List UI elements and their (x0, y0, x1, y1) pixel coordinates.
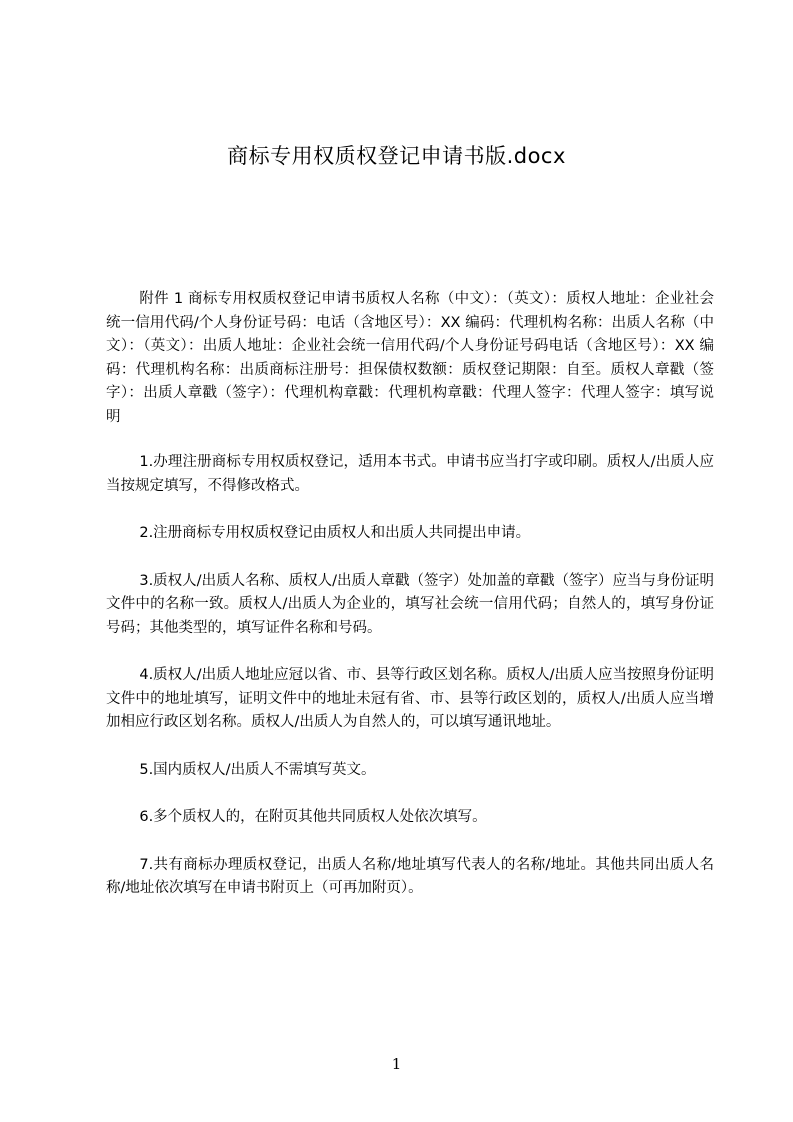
instruction-item-1: 1.办理注册商标专用权质权登记，适用本书式。申请书应当打字或印刷。质权人/出质人应当按规定填写，不得修改格式。 (106, 454, 714, 494)
instruction-item-2: 2.注册商标专用权质权登记由质权人和出质人共同提出申请。 (139, 525, 531, 541)
instruction-item-3: 3.质权人/出质人名称、质权人/出质人章戳（签字）处加盖的章戳（签字）应当与身份证明文件中的名称一致。质权人/出质人为企业的，填写社会统一信用代码；自然人的，填写身份证号码；其他类型的，填写证件名称和号码。 (106, 572, 714, 636)
page-number: 1 (391, 1055, 402, 1073)
instruction-item-6: 6.多个质权人的，在附页其他共同质权人处依次填写。 (139, 809, 487, 825)
instruction-item-7: 7.共有商标办理质权登记，出质人名称/地址填写代表人的名称/地址。其他共同出质人名称/地址依次填写在申请书附页上（可再加附页）。 (106, 856, 714, 896)
instruction-item-4: 4.质权人/出质人地址应冠以省、市、县等行政区划名称。质权人/出质人应当按照身份证明文件中的地址填写，证明文件中的地址未冠有省、市、县等行政区划的，质权人/出质人应当增加相应行政区划名称。质权人/出质人为自然人的，可以填写通讯地址。 (106, 667, 714, 730)
intro-paragraph: 附件 1 商标专用权质权登记申请书质权人名称（中文）：（英文）：质权人地址：企业社会统一信用代码/个人身份证号码：电话（含地区号）：XX 编码：代理机构名称：出质人名称（中文）：（英文）：出质人地址：企业社会统一信用代码/个人身份证号码电话（含地区号）：XX 编码：代理机构名称：出质商标注册号：担保债权数额：质权登记期限：自至。质权人章戳（签字）：出质人章戳（签字）：代理机构章戳：代理机构章戳：代理人签字：代理人签字：填写说明 (106, 291, 714, 425)
instruction-item-5: 5.国内质权人/出质人不需填写英文。 (139, 761, 376, 778)
document-body (106, 288, 714, 925)
document-title: 商标专用权质权登记申请书版.docx (227, 144, 566, 168)
